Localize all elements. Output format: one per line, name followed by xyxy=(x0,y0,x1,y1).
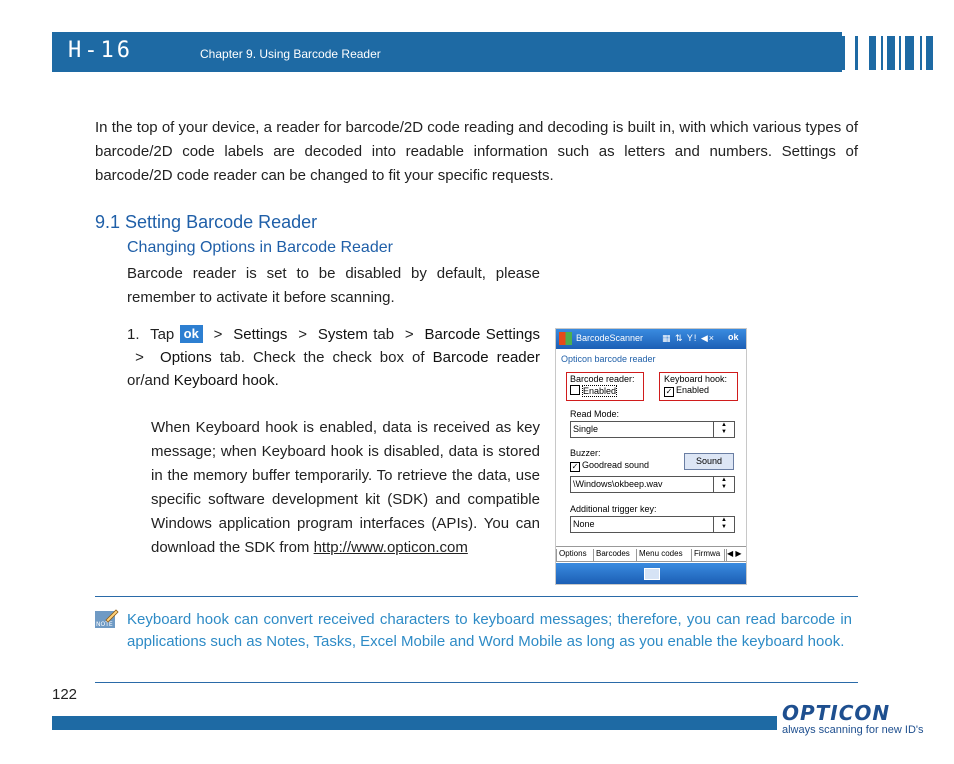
device-taskbar xyxy=(556,563,746,584)
step-tap: Tap xyxy=(150,326,175,343)
separator: > xyxy=(298,326,307,343)
tab-options[interactable]: Options xyxy=(556,549,594,562)
device-title-bar xyxy=(556,329,746,349)
system-term: System xyxy=(317,326,368,343)
read-mode-label: Read Mode: xyxy=(570,409,620,419)
section-paragraph: Barcode reader is set to be disabled by default, please remember to activate it before scanning. xyxy=(127,265,540,306)
separator: > xyxy=(135,349,144,366)
note-icon xyxy=(95,609,119,629)
spinner-icon[interactable]: ▲ ▼ xyxy=(713,477,734,492)
spinner-icon[interactable]: ▲ ▼ xyxy=(713,422,734,437)
device-heading: Opticon barcode reader xyxy=(561,354,656,364)
ok-icon: ok xyxy=(180,325,203,343)
tagline: always scanning for new ID's xyxy=(782,724,924,736)
separator: > xyxy=(404,326,414,343)
note-text: Keyboard hook can convert received characters to keyboard messages; therefore, you can read barcode in applications such as Notes, Tasks, Excel Mobile and Word Mobile as long as you enable the keyboard hook. xyxy=(127,611,852,650)
opticon-link[interactable]: http://www.opticon.com xyxy=(313,539,468,556)
status-icons: ▦ ⇅ Y! ◀× xyxy=(662,333,716,343)
step-detail-text: When Keyboard hook is enabled, data is received as key message; when Keyboard hook is disabled, data is stored in the memory buffer temporarily. To retrieve the data, use specific software development kit (SDK) and compatible Windows application program interfaces (APIs). You can download the SDK from xyxy=(151,419,540,556)
checkbox-checked[interactable]: ✓ xyxy=(665,387,673,396)
keyboard-hook-term: Keyboard hook. xyxy=(173,372,279,389)
svg-text:NOTE: NOTE xyxy=(96,621,113,628)
trigger-key-value: None xyxy=(573,519,595,529)
tab-scroll-arrows[interactable]: ◀ ▶ xyxy=(724,549,747,562)
intro-paragraph: In the top of your device, a reader for barcode/2D code reading and decoding is built in, with which various types of barcode/2D code labels are decoded into readable information such as letters and numbers. Settings of barcode/2D code reader can be changed to fit your specific requests. xyxy=(95,119,858,184)
note-top-rule xyxy=(95,596,858,597)
barcode-reader-term: Barcode reader xyxy=(432,349,540,366)
options-term: Options xyxy=(160,349,212,366)
keyboard-hook-label: Keyboard hook: xyxy=(664,374,728,384)
settings-term: Settings xyxy=(233,326,288,343)
page-number: 122 xyxy=(52,686,78,703)
and-or-text: or/and xyxy=(127,372,170,389)
header-bar xyxy=(52,32,842,72)
trigger-key-label: Additional trigger key: xyxy=(570,504,657,514)
step-1-detail xyxy=(151,416,540,560)
model-name: H-16 xyxy=(68,38,133,63)
device-ok-button[interactable]: ok xyxy=(728,332,739,342)
keyboard-icon[interactable] xyxy=(644,568,660,580)
footer-bar xyxy=(52,716,777,730)
step-number: 1. xyxy=(127,326,140,343)
goodread-label: Goodread sound xyxy=(582,460,650,470)
barcode-decoration-icon xyxy=(727,36,937,70)
separator: > xyxy=(213,326,223,343)
barcode-reader-checkbox[interactable] xyxy=(570,385,617,396)
checkbox-checked[interactable]: ✓ xyxy=(571,462,579,471)
barcode-reader-label: Barcode reader: xyxy=(570,374,635,384)
opticon-logo: OPTICON xyxy=(782,701,891,725)
device-tabs xyxy=(556,546,746,563)
sound-file-value: \Windows\okbeep.wav xyxy=(573,479,663,489)
tab-firmware[interactable]: Firmwa xyxy=(691,549,727,562)
section-title: 9.1 Setting Barcode Reader xyxy=(95,212,318,232)
note-bottom-rule xyxy=(95,682,858,683)
buzzer-label: Buzzer: xyxy=(570,448,601,458)
read-mode-value: Single xyxy=(573,424,599,434)
goodread-checkbox[interactable] xyxy=(570,460,649,472)
trigger-key-select[interactable] xyxy=(570,516,735,533)
keyboard-hook-checkbox[interactable] xyxy=(664,385,709,397)
chapter-title: Chapter 9. Using Barcode Reader xyxy=(200,47,381,61)
sound-button[interactable]: Sound xyxy=(684,453,734,470)
read-mode-select[interactable] xyxy=(570,421,735,438)
barcode-settings-term: Barcode Settings xyxy=(424,326,540,343)
checkbox-unchecked[interactable] xyxy=(570,385,580,395)
tab-word: tab xyxy=(373,326,395,343)
sound-file-select[interactable] xyxy=(570,476,735,493)
enabled-label: Enabled xyxy=(676,385,710,395)
subsection-title: Changing Options in Barcode Reader xyxy=(127,239,393,256)
tab-check-text: tab. Check the check box of xyxy=(219,349,425,366)
tab-menu-codes[interactable]: Menu codes xyxy=(636,549,692,562)
spinner-icon[interactable]: ▲ ▼ xyxy=(713,517,734,532)
tab-barcodes[interactable]: Barcodes xyxy=(593,549,637,562)
step-1 xyxy=(127,323,540,392)
windows-start-icon[interactable] xyxy=(559,332,572,345)
enabled-label: Enabled xyxy=(583,386,617,396)
device-screenshot xyxy=(555,328,747,585)
device-app-title: BarcodeScanner xyxy=(576,333,644,343)
